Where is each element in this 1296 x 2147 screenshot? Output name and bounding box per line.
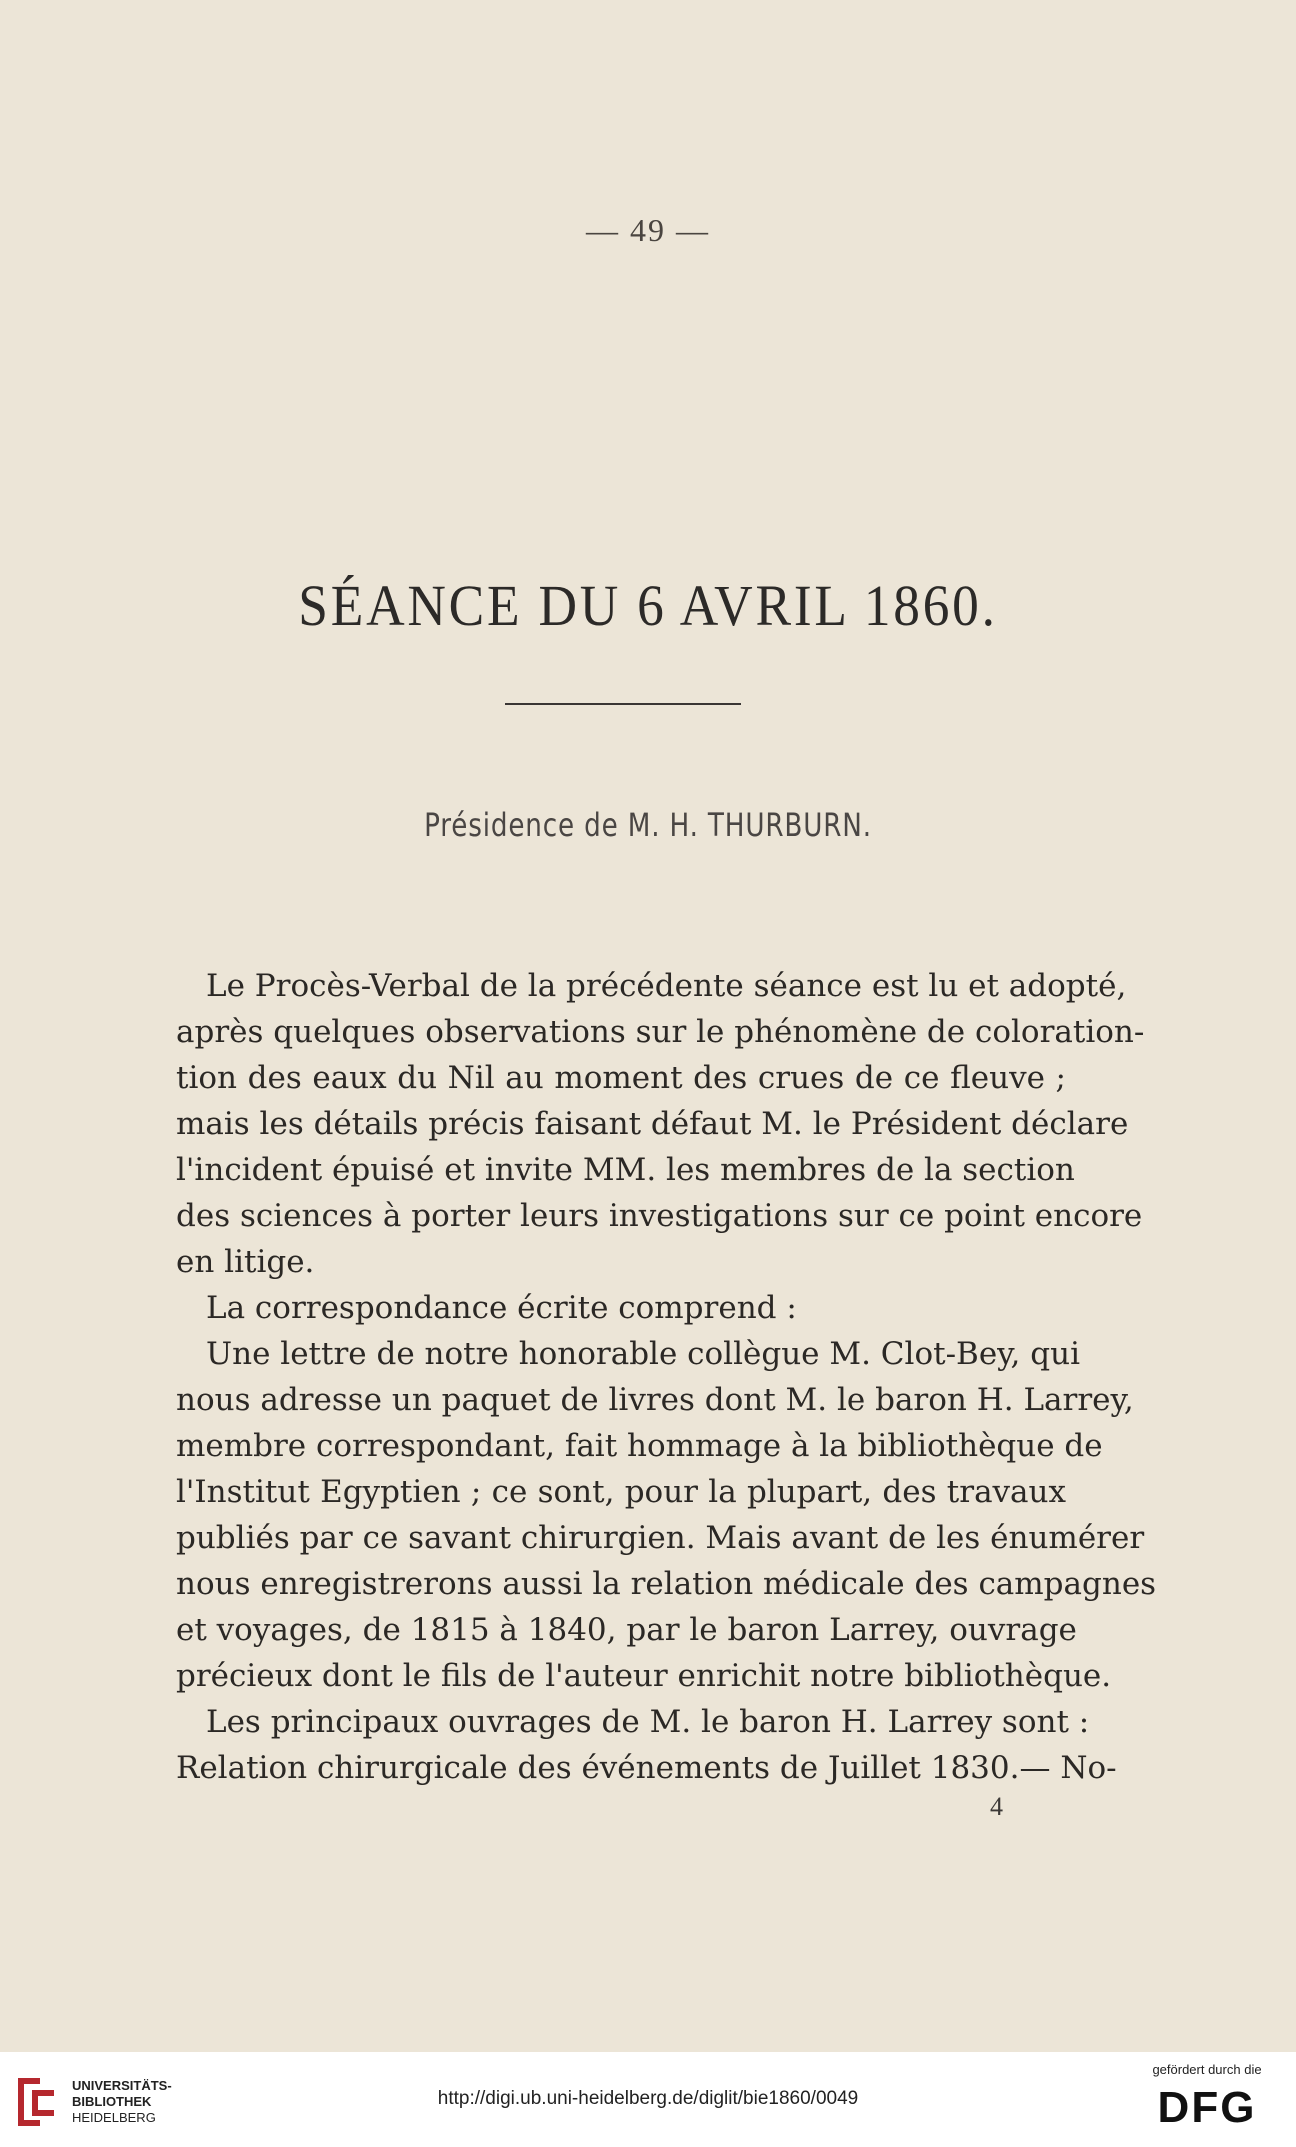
text-line: Relation chirurgicale des événements de Juillet 1830.— No- (176, 1750, 1117, 1786)
viewer-footer (0, 2052, 1296, 2147)
dfg-logo[interactable]: DFG (1157, 2083, 1257, 2132)
presidency-line: Présidence de M. H. THURBURN. (424, 806, 872, 844)
text-line: mais les détails précis faisant défaut M. le Président déclare (176, 1106, 1129, 1142)
text-line: La correspondance écrite comprend : (206, 1290, 797, 1326)
text-line: précieux dont le fils de l'auteur enrichit notre bibliothèque. (176, 1658, 1112, 1694)
session-title: SÉANCE DU 6 AVRIL 1860. (298, 573, 998, 638)
text-line: nous enregistrerons aussi la relation médicale des campagnes (176, 1566, 1157, 1602)
funded-by-label: gefördert durch die (1152, 2062, 1262, 2077)
text-line: l'incident épuisé et invite MM. les membres de la section (176, 1152, 1075, 1188)
text-line: Les principaux ouvrages de M. le baron H. Larrey sont : (206, 1704, 1090, 1740)
text-line: Une lettre de notre honorable collègue M. Clot-Bey, qui (206, 1336, 1080, 1372)
text-line: nous adresse un paquet de livres dont M. le baron H. Larrey, (176, 1382, 1134, 1418)
page-number: — 49 — (586, 212, 710, 248)
logo-line-1: UNIVERSITÄTS- (72, 2078, 172, 2093)
text-line: et voyages, de 1815 à 1840, par le baron Larrey, ouvrage (176, 1612, 1077, 1648)
text-line: publiés par ce savant chirurgien. Mais avant de les énumérer (176, 1520, 1145, 1556)
signature-mark: 4 (990, 1792, 1003, 1821)
text-line: Le Procès-Verbal de la précédente séance est lu et adopté, (206, 968, 1127, 1004)
text-line: l'Institut Egyptien ; ce sont, pour la plupart, des travaux (176, 1474, 1066, 1510)
text-line: membre correspondant, fait hommage à la bibliothèque de (176, 1428, 1103, 1464)
text-line: tion des eaux du Nil au moment des crues de ce fleuve ; (176, 1060, 1066, 1096)
title-rule (505, 703, 741, 705)
text-line: après quelques observations sur le phénomène de coloration- (176, 1014, 1145, 1050)
logo-line-2: BIBLIOTHEK (72, 2094, 152, 2109)
logo-line-3: HEIDELBERG (72, 2110, 156, 2125)
permalink-url[interactable]: http://digi.ub.uni-heidelberg.de/diglit/bie1860/0049 (437, 2088, 859, 2109)
text-line: des sciences à porter leurs investigations sur ce point encore (176, 1198, 1143, 1234)
text-line: en litige. (176, 1244, 315, 1280)
